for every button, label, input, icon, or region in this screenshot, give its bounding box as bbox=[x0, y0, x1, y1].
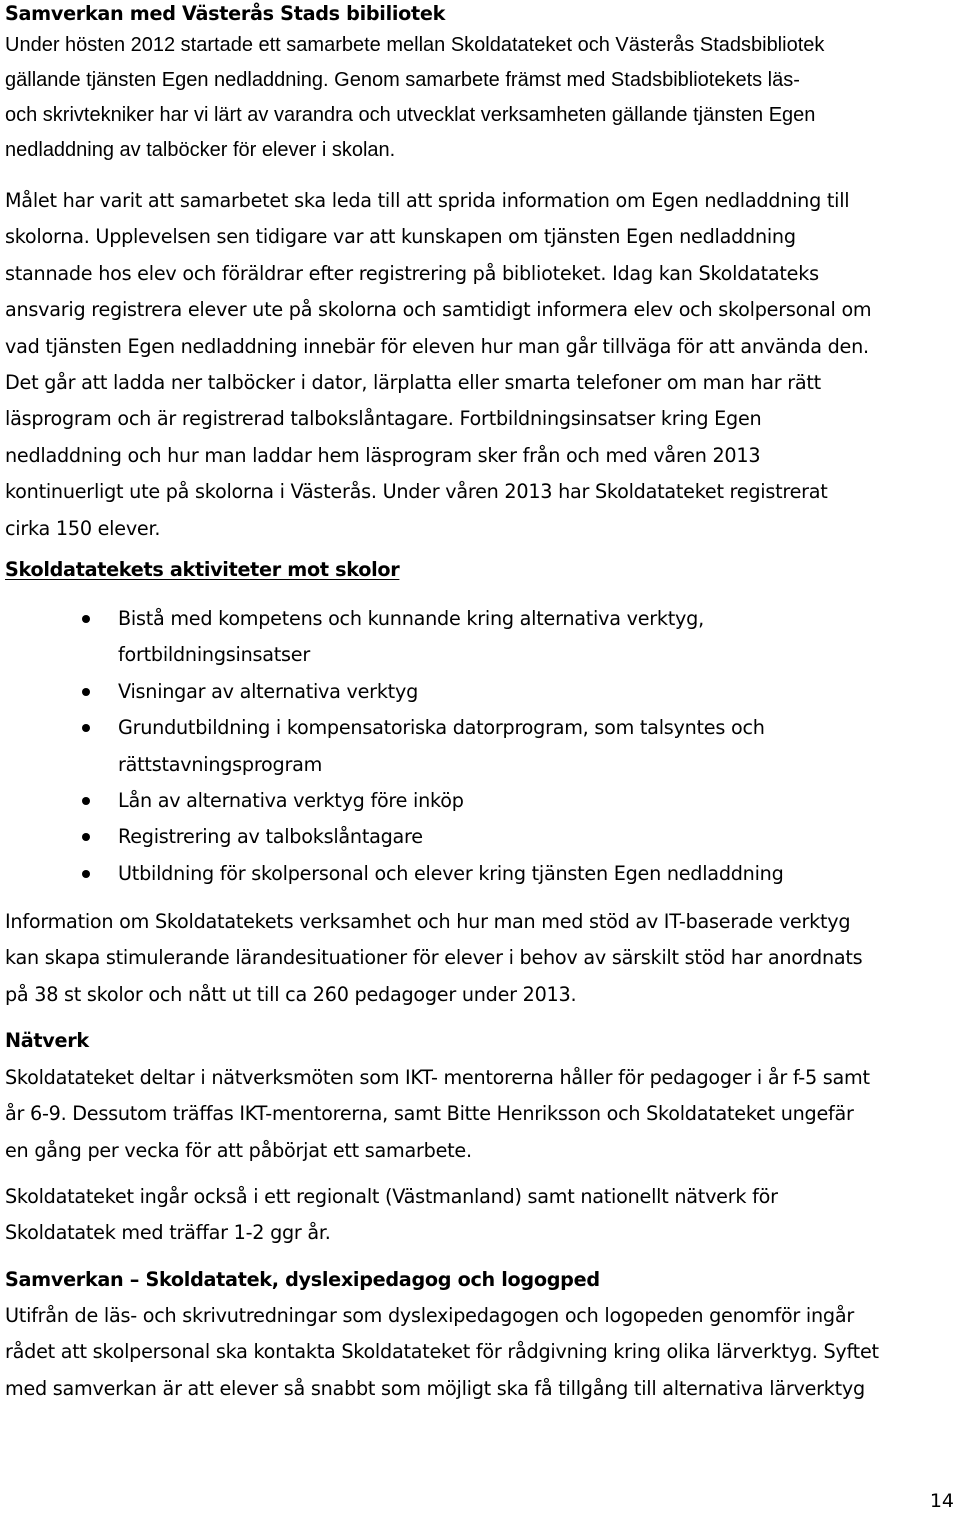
section-heading-aktiviteter: Skoldatatekets aktiviteter mot skolor bbox=[5, 558, 400, 581]
bullet-icon bbox=[82, 688, 90, 696]
text-line: med samverkan är att elever så snabbt som möjligt ska få tillgång till alternativa lärverktyg bbox=[5, 1376, 865, 1400]
list-item-text: Lån av alternativa verktyg före inköp bbox=[118, 789, 464, 813]
list-item-text: Registrering av talbokslåntagare bbox=[118, 825, 423, 849]
list-item-text: fortbildningsinsatser bbox=[118, 643, 310, 667]
text-line: kontinuerligt ute på skolorna i Västerås. Under våren 2013 har Skoldatateket registrerat bbox=[5, 480, 828, 504]
paragraph-malet bbox=[5, 183, 871, 547]
paragraph-natverk bbox=[5, 1060, 870, 1169]
bullet-icon bbox=[82, 833, 90, 841]
text-line: vad tjänsten Egen nedladdning innebär för eleven hur man går tillväga för att använda den. bbox=[5, 334, 869, 358]
text-line: nedladdning och hur man laddar hem läsprogram sker från och med våren 2013 bbox=[5, 443, 761, 467]
text-line: Skoldatatek med träffar 1-2 ggr år. bbox=[5, 1221, 331, 1245]
text-line: Information om Skoldatatekets verksamhet och hur man med stöd av IT-baserade verktyg bbox=[5, 910, 851, 933]
text-line: Målet har varit att samarbetet ska leda till att sprida information om Egen nedladdning till bbox=[5, 189, 850, 212]
list-item bbox=[0, 674, 960, 710]
paragraph-information bbox=[5, 904, 862, 1013]
text-line: Det går att ladda ner talböcker i dator, lärplatta eller smarta telefoner om man har rätt bbox=[5, 371, 821, 395]
section-heading-samverkan-bibliotek: Samverkan med Västerås Stads bibiliotek bbox=[5, 2, 446, 25]
bullet-icon bbox=[82, 797, 90, 805]
list-item-text: Utbildning för skolpersonal och elever kring tjänsten Egen nedladdning bbox=[118, 861, 784, 885]
section-heading-natverk: Nätverk bbox=[5, 1029, 89, 1052]
text-line: Skoldatateket deltar i nätverksmöten som IKT- mentorerna håller för pedagoger i år f-5 samt bbox=[5, 1066, 870, 1089]
text-line: nedladdning av talböcker för elever i skolan. bbox=[5, 139, 396, 161]
text-line: läsprogram och är registrerad talbokslåntagare. Fortbildningsinsatser kring Egen bbox=[5, 407, 762, 431]
paragraph-natverk-regionalt bbox=[5, 1179, 778, 1252]
text-line: och skrivtekniker har vi lärt av varandra och utvecklat verksamheten gällande tjänsten Egen bbox=[5, 104, 816, 126]
text-line: gällande tjänsten Egen nedladdning. Genom samarbete främst med Stadsbibliotekets läs- bbox=[5, 69, 800, 91]
text-line: skolorna. Upplevelsen sen tidigare var att kunskapen om tjänsten Egen nedladdning bbox=[5, 225, 796, 249]
text-line: Utifrån de läs- och skrivutredningar som dyslexipedagogen och logopeden genomför ingår bbox=[5, 1304, 854, 1327]
bullet-icon bbox=[82, 724, 90, 732]
paragraph-samverkan-dyslexi bbox=[5, 1298, 879, 1407]
text-line: rådet att skolpersonal ska kontakta Skoldatateket för rådgivning kring olika lärverktyg. Syftet bbox=[5, 1340, 879, 1364]
list-item bbox=[0, 710, 960, 783]
text-line: kan skapa stimulerande lärandesituationer för elever i behov av särskilt stöd har anordnats bbox=[5, 946, 863, 970]
text-line: på 38 st skolor och nått ut till ca 260 pedagoger under 2013. bbox=[5, 982, 577, 1006]
text-line: en gång per vecka för att påbörjat ett samarbete. bbox=[5, 1138, 472, 1162]
list-item-text: rättstavningsprogram bbox=[118, 752, 323, 776]
text-line: Under hösten 2012 startade ett samarbete mellan Skoldatateket och Västerås Stadsbibliotek bbox=[5, 34, 825, 56]
text-line: ansvarig registrera elever ute på skolorna och samtidigt informera elev och skolpersonal om bbox=[5, 298, 872, 322]
section-heading-samverkan-dyslexi: Samverkan – Skoldatatek, dyslexipedagog och logogped bbox=[5, 1268, 600, 1291]
bullet-icon bbox=[82, 615, 90, 623]
list-item-text: Bistå med kompetens och kunnande kring alternativa verktyg, bbox=[118, 607, 704, 630]
list-item bbox=[0, 783, 960, 819]
text-line: cirka 150 elever. bbox=[5, 516, 161, 540]
bullet-icon bbox=[82, 870, 90, 878]
list-item bbox=[0, 819, 960, 855]
paragraph-bibliotek-intro bbox=[5, 28, 824, 168]
list-item-text: Grundutbildning i kompensatoriska datorprogram, som talsyntes och bbox=[118, 716, 765, 740]
page-number: 14 bbox=[929, 1490, 954, 1512]
activities-list bbox=[0, 601, 960, 892]
list-item bbox=[0, 856, 960, 892]
list-item bbox=[0, 601, 960, 674]
list-item-text: Visningar av alternativa verktyg bbox=[118, 679, 418, 703]
text-line: stannade hos elev och föräldrar efter registrering på biblioteket. Idag kan Skoldatateks bbox=[5, 261, 819, 285]
text-line: Skoldatateket ingår också i ett regionalt (Västmanland) samt nationellt nätverk för bbox=[5, 1185, 778, 1208]
text-line: år 6-9. Dessutom träffas IKT-mentorerna, samt Bitte Henriksson och Skoldatateket ungefär bbox=[5, 1102, 854, 1126]
